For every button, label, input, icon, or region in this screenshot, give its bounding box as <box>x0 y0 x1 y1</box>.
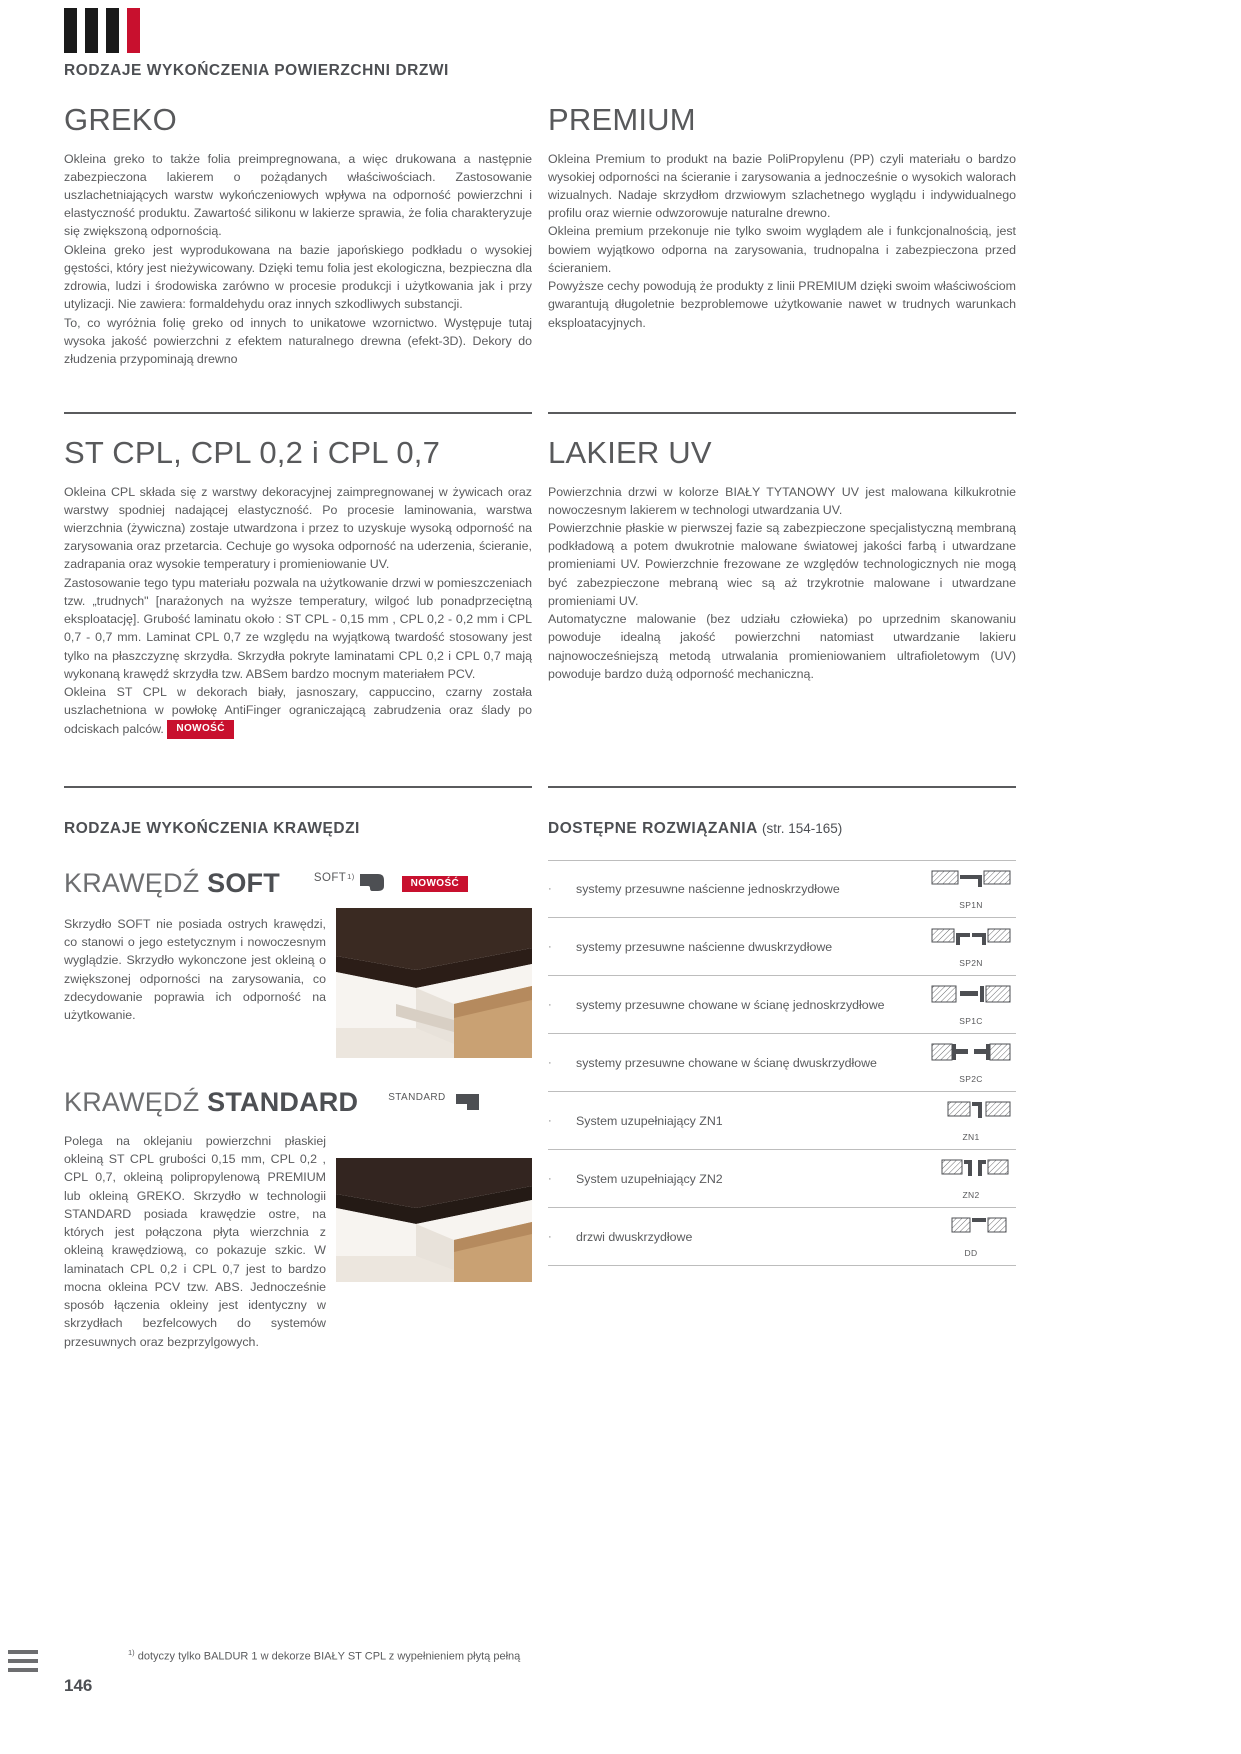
sliding-pocket-double-icon <box>930 1042 1012 1068</box>
stcpl-new-badge: NOWOŚĆ <box>167 720 234 740</box>
soft-new-badge: NOWOŚĆ <box>402 876 469 892</box>
soft-edge-profile-icon <box>356 872 386 896</box>
sliding-wall-double-icon <box>930 926 1012 952</box>
page-kicker: RODZAJE WYKOŃCZENIA POWIERZCHNI DRZWI <box>64 62 449 79</box>
soft-profile-badge <box>314 872 386 896</box>
solution-label-wrap <box>548 998 926 1012</box>
bullet-icon: · <box>548 1056 552 1069</box>
standard-edge-photo-art <box>336 1158 532 1282</box>
brand-logo <box>64 8 140 53</box>
solutions-kicker-wrap <box>548 820 1016 838</box>
solution-row-zn1[interactable] <box>548 1092 1016 1150</box>
stcpl-paragraph-1: Okleina CPL składa się z warstwy dekoracyjnej zaimpregnowanej w żywicach oraz warstwy spodniej nadającej elastyczność. Po procesie laminowania, warstwa wierzchnia (żywiczna) zostaje utwardzona i przez to uzyskuje wysoką odporność na zarysowania oraz przetarcia. Cechuje go wysoka odporność na uderzenia, ścieranie, zadrapania oraz wysokie temperatury i promieniowanie UV. <box>64 484 532 572</box>
solution-code: DD <box>964 1247 978 1258</box>
solution-icon-wrap <box>926 1216 1016 1258</box>
solution-label-wrap <box>548 1056 926 1070</box>
solution-row-zn2[interactable] <box>548 1150 1016 1208</box>
footnote-superscript: 1) <box>128 1648 135 1657</box>
lakier-paragraph-3: Automatyczne malowanie (bez udziału człowieka) po uprzednim skanowaniu powoduje idealną jakość powierzchni natomiast utwardzanie lakieru najnowocześniejszą metodą utrwalania promieniowaniem ultrafioletowym (UV) powoduje bardzo dużą odporność mechaniczną. <box>548 612 1016 681</box>
greko-title: GREKO <box>64 102 177 137</box>
premium-paragraph-2: Okleina premium przekonuje nie tylko swoim wyglądem ale i funkcjonalnością, jest bowiem wyjątkowo odporna na zarysowania, trudnopalna i zabezpieczona przed ścieraniem. <box>548 224 1016 275</box>
solution-label: systemy przesuwne naścienne dwuskrzydłowe <box>576 939 833 954</box>
standard-badge-label: STANDARD <box>388 1091 446 1103</box>
standard-profile-badge <box>388 1092 480 1114</box>
divider-left-1 <box>64 412 532 414</box>
footnote-text: dotyczy tylko BALDUR 1 w dekorze BIAŁY ST CPL z wypełnieniem płytą pełną <box>134 1650 521 1663</box>
solution-icon-wrap <box>926 926 1016 968</box>
solution-label: systemy przesuwne chowane w ścianę jednoskrzydłowe <box>576 997 885 1012</box>
solution-row-sp2c[interactable] <box>548 1034 1016 1092</box>
solution-code: ZN1 <box>962 1131 980 1142</box>
divider-left-2 <box>64 786 532 788</box>
solution-label: System uzupełniający ZN2 <box>576 1171 723 1186</box>
page-footnote <box>128 1648 520 1663</box>
solution-label: System uzupełniający ZN1 <box>576 1113 723 1128</box>
solution-label-wrap <box>548 882 926 896</box>
stcpl-paragraph-2: Zastosowanie tego typu materiału pozwala na użytkowanie drzwi w pomieszczeniach tzw. „trudnych" [narażonych na wyższe temperatury, wilgoć lub ponadprzeciętną eksploatację]. Grubość laminatu około : ST CPL - 0,15 mm , CPL 0,2 - 0,2 mm i CPL 0,7 - 0,7 mm. Laminat CPL 0,7 ze względu na wyjątkową twardość stosowany jest tylko na płaszczyznę skrzydła. Skrzydła pokryte laminatami CPL 0,2 i CPL 0,7 mają wykonaną krawędź skrzydła tzw. ABSem bardzo mocnym materiałem PCV. <box>64 575 532 681</box>
bullet-icon: · <box>548 883 552 895</box>
bullet-icon: · <box>548 1172 552 1185</box>
soft-badge-label: SOFT <box>313 871 347 884</box>
solution-icon-wrap <box>926 868 1016 910</box>
solution-row-sp1c[interactable] <box>548 976 1016 1034</box>
solution-label: drzwi dwuskrzydłowe <box>576 1229 693 1244</box>
edge-standard-photo <box>336 1158 532 1282</box>
solutions-kicker <box>548 820 1016 838</box>
solution-label-wrap <box>548 1172 926 1186</box>
crop-mark-1 <box>8 1650 38 1654</box>
greko-paragraph-2: Okleina greko jest wyprodukowana na bazie japońskiego podkładu o wysokiej gęstości, który jest nieżywicowany. Dzięki temu folia jest ekologiczna, bezpieczna dla zdrowia, ludzi i środowiska zarówno w procesie produkcji i użytkowania jak i przy utylizacji. Nie zawiera: formaldehydu oraz innych szkodliwych substancji. <box>64 242 532 312</box>
edge-soft-title-bold: SOFT <box>207 868 280 898</box>
greko-paragraph-3: To, co wyróżnia folię greko od innych to unikatowe wzornictwo. Występuje tutaj wysoka jakość powierzchni z efektem naturalnego drewna (efekt-3D). Dekory do złudzenia przypominają drewno <box>64 315 532 367</box>
edge-soft-heading-row <box>64 868 532 899</box>
solution-icon-wrap <box>926 1042 1016 1084</box>
solution-label: systemy przesuwne chowane w ścianę dwuskrzydłowe <box>576 1055 877 1070</box>
solutions-list <box>548 860 1016 1266</box>
solution-code: SP1N <box>959 900 983 910</box>
solution-label: systemy przesuwne naścienne jednoskrzydłowe <box>576 882 840 896</box>
solutions-kicker-bold: DOSTĘPNE ROZWIĄZANIA <box>548 820 758 837</box>
edges-kicker: RODZAJE WYKOŃCZENIA KRAWĘDZI <box>64 820 360 837</box>
solution-code: SP1C <box>959 1015 983 1026</box>
edge-soft-text: Skrzydło SOFT nie posiada ostrych krawędzi, co stanowi o jego estetycznym i nowoczesnym wyglądzie. Skrzydło wykonczone jest okleiną o zwiększonej odporności na zarysowania, co zdecydowanie poprawia ich odporność na użytkowanie. <box>64 917 326 1023</box>
lakier-paragraph-1: Powierzchnia drzwi w kolorze BIAŁY TYTANOWY UV jest malowana kilkukrotnie nowoczesnym lakierem w technologi utwardzania UV. <box>548 484 1016 517</box>
solution-icon-wrap <box>926 1100 1016 1142</box>
solution-code: SP2C <box>959 1073 983 1084</box>
edge-standard-title-bold: STANDARD <box>207 1087 359 1117</box>
edge-soft-title-light: KRAWĘDŹ <box>64 868 200 898</box>
solution-label-wrap <box>548 1230 926 1244</box>
premium-paragraph-1: Okleina Premium to produkt na bazie PoliPropylenu (PP) czyli materiału o bardzo wysokiej odporności na ścieranie i zarysowania a jednocześnie o wysokich walorach wizualnych. Nadaje skrzydłom drzwiowym szlachetnego wyglądu i indywidualnego profilu oraz wiernie odwzorowuje naturalne drewno. <box>548 151 1016 221</box>
divider-right-1 <box>548 412 1016 414</box>
standard-edge-profile-icon <box>453 1092 481 1114</box>
bullet-icon: · <box>548 940 552 953</box>
lakier-paragraph-2: Powierzchnie płaskie w pierwszej fazie są zabezpieczone specjalistyczną membraną podkładową a potem dwukrotnie malowane światowej jakości farbą i utwardzane promieniami UV. Powierzchnie frezowane ze względów technologicznych nie mogą być zabezpieczone mebraną wiec są aż trzykrotnie malowane i utwardzane promieniami UV. <box>548 521 1016 608</box>
premium-paragraph-3: Powyższe cechy powodują że produkty z linii PREMIUM dzięki swoim właściwościom gwarantują długoletnie bezproblemowe użytkowanie nawet w trudnych warunkach eksploatacyjnych. <box>548 279 1016 330</box>
edge-soft-title <box>64 868 280 899</box>
sliding-wall-single-icon <box>930 868 1012 894</box>
solution-icon-wrap <box>926 1158 1016 1200</box>
solution-row-sp1n[interactable] <box>548 860 1016 918</box>
solutions-kicker-pages: (str. 154-165) <box>762 821 843 836</box>
bullet-icon: · <box>548 1114 552 1127</box>
logo-bar-1 <box>64 8 77 53</box>
stcpl-last-text: Okleina ST CPL w dekorach biały, jasnoszary, cappuccino, czarny została uszlachetniona w powłokę AntiFinger ograniczającą zabrudzenia oraz ślady po odciskach palców. <box>64 685 532 736</box>
complementary-zn1-icon <box>930 1100 1012 1126</box>
edge-standard-title <box>64 1087 358 1118</box>
complementary-zn2-icon <box>930 1158 1012 1184</box>
logo-bar-3 <box>106 8 119 53</box>
solution-row-dd[interactable] <box>548 1208 1016 1266</box>
premium-title: PREMIUM <box>548 102 696 137</box>
solution-code: SP2N <box>959 957 983 968</box>
bullet-icon: · <box>548 1230 552 1243</box>
edge-standard-text: Polega na oklejaniu powierzchni płaskiej okleiną ST CPL grubości 0,15 mm, CPL 0,2 , CPL 0,7, okleiną polipropylenową PREMIUM lub okleiną GREKO. Skrzydło w technologii STANDARD posiada krawędzie ostre, na których jest połączona płyta wierzchnia z okleiną krawędziową, co pokazuje szkic. W laminatach CPL 0,2 i CPL 0,7 jest to bardzo mocna okleina PCV tzw. ABS. Jednocześnie sposób łączenia okleiny jest identyczny w skrzydłach bezfelcowych do systemów przesuwnych oraz bezprzylgowych. <box>64 1134 326 1349</box>
edge-standard-title-light: KRAWĘDŹ <box>64 1087 200 1117</box>
section-stcpl <box>64 437 532 739</box>
solution-label-wrap <box>548 1114 926 1128</box>
crop-mark-2 <box>8 1659 38 1663</box>
solution-code: ZN2 <box>962 1189 980 1200</box>
solution-icon-wrap <box>926 984 1016 1026</box>
section-lakier-uv <box>548 437 1016 683</box>
soft-badge-superscript: 1) <box>347 871 355 881</box>
sliding-pocket-single-icon <box>930 984 1012 1010</box>
crop-mark-3 <box>8 1668 38 1672</box>
greko-paragraph-1: Okleina greko to także folia preimpregnowana, a więc drukowana a następnie zabezpieczona lakierem o pożądanych właściwościach. Zastosowanie uszlachetniających warstw wykończeniowych wpływa na odporność powierzchni i elastyczność produktu. Zawartość silikonu w lakierze sprawia, że folia charakteryzuje się zwiększoną odpornością. <box>64 151 532 239</box>
stcpl-paragraph-last <box>64 683 532 739</box>
double-door-icon <box>930 1216 1012 1242</box>
divider-right-2 <box>548 786 1016 788</box>
bullet-icon: · <box>548 998 552 1011</box>
logo-bar-red <box>127 8 140 53</box>
soft-edge-photo-art <box>336 908 532 1058</box>
section-greko <box>64 104 532 368</box>
page-number: 146 <box>64 1676 93 1695</box>
edge-standard-heading-row <box>64 1087 532 1118</box>
crop-marks <box>8 1650 38 1677</box>
section-premium <box>548 104 1016 332</box>
lakier-title: LAKIER UV <box>548 435 712 470</box>
solution-label-wrap <box>548 940 926 954</box>
solution-row-sp2n[interactable] <box>548 918 1016 976</box>
edges-kicker-wrap <box>64 820 532 838</box>
stcpl-title: ST CPL, CPL 0,2 i CPL 0,7 <box>64 435 441 470</box>
edge-soft-photo <box>336 908 532 1058</box>
logo-bar-2 <box>85 8 98 53</box>
